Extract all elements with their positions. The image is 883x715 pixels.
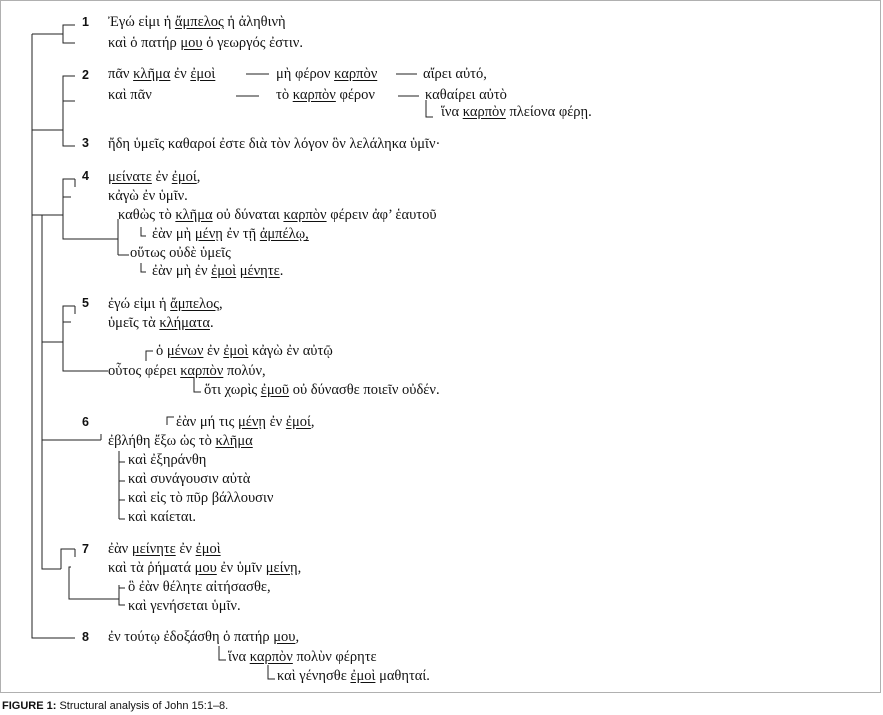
verse-line: [423, 65, 487, 83]
underlined-word: κλῆμα: [133, 66, 171, 82]
underlined-word: κλήματα: [159, 315, 210, 331]
text-segment: ἐν τῇ: [222, 226, 260, 242]
underlined-word: ἄμπελος: [170, 296, 219, 312]
verse-line: [108, 295, 223, 313]
underlined-word: μου: [180, 35, 203, 51]
text-segment: οὕτως οὐδὲ ὑμεῖς: [130, 245, 231, 261]
text-segment: καὶ πᾶν: [108, 87, 152, 103]
verse-line: [108, 432, 253, 450]
caption-text: Structural analysis of John 15:1–8.: [59, 700, 229, 712]
verse-line: [108, 187, 188, 205]
verse-line: [128, 470, 250, 488]
text-segment: ἐὰν μὴ: [152, 226, 195, 242]
verse-line: [128, 578, 271, 596]
figure-caption: [2, 700, 228, 712]
text-segment: ὃ ἐὰν θέλητε αἰτήσασθε,: [128, 579, 271, 595]
underlined-word: ἐμοῦ: [260, 382, 290, 398]
text-segment: ,: [196, 169, 201, 185]
caption-label: FIGURE 1:: [2, 700, 57, 712]
text-segment: καὶ γενήσεται ὑμῖν.: [128, 598, 241, 614]
verse-line: [176, 413, 315, 431]
text-segment: Ἐγώ εἰμι ἡ: [108, 14, 175, 30]
text-segment: κἀγὼ ἐν ὑμῖν.: [108, 188, 188, 204]
v5-branch: [63, 342, 108, 371]
text-segment: φέρειν ἀφ’ ἑαυτοῦ: [326, 207, 437, 223]
text-segment: ἐν: [151, 169, 172, 185]
text-segment: οὗτος φέρει: [108, 363, 181, 379]
underlined-word: καρπὸν: [462, 104, 506, 120]
underlined-word: ἐμοὶ: [211, 263, 237, 279]
text-segment: πολύν,: [223, 363, 266, 379]
v5-hook-1: [146, 351, 153, 361]
text-segment: ἤδη ὑμεῖς καθαροί ἐστε διὰ τὸν λόγον ὃν λελάληκα ὑμῖν·: [108, 136, 441, 152]
underlined-word: μένῃ: [237, 414, 266, 430]
text-segment: ἐν: [170, 66, 191, 82]
text-segment: ,: [295, 629, 300, 645]
verse-line: [128, 508, 196, 526]
text-segment: τὸ: [276, 87, 293, 103]
text-segment: ἵνα: [228, 649, 250, 665]
v5-bracket: [63, 306, 75, 342]
verse-line: [108, 168, 200, 186]
text-segment: καὶ ἐξηράνθη: [128, 452, 207, 468]
text-segment: πλείονα φέρῃ.: [505, 104, 592, 120]
verse-line: [425, 86, 507, 104]
text-segment: αἴρει αὐτό,: [423, 66, 487, 82]
verse-line: [108, 540, 221, 558]
text-segment: ,: [310, 414, 315, 430]
verse-number-1: 1: [82, 15, 89, 29]
verse-number-6: 6: [82, 415, 89, 429]
verse-line: [108, 559, 301, 577]
verse-line: [441, 103, 592, 121]
verse-line: [130, 244, 231, 262]
text-segment: ,: [297, 560, 302, 576]
v1-bracket: [63, 25, 75, 43]
v4-bracket-top: [63, 179, 75, 215]
text-segment: ἐν: [175, 541, 196, 557]
text-segment: ἐν ὑμῖν: [216, 560, 266, 576]
text-segment: καθὼς τὸ: [118, 207, 176, 223]
verse-line: [156, 342, 333, 360]
underlined-word: καρπὸν: [334, 66, 378, 82]
underlined-word: ἄμπελος: [174, 14, 224, 30]
verse-line: [108, 34, 303, 52]
underlined-word: ἐμοί: [171, 169, 197, 185]
text-segment: ὑμεῖς τὰ: [108, 315, 160, 331]
text-segment: ἐὰν: [108, 541, 132, 557]
verse-line: [152, 262, 283, 280]
verse-number-4: 4: [82, 169, 89, 183]
underlined-word: καρπὸν: [292, 87, 336, 103]
text-segment: ἐὰν μή τις: [176, 414, 238, 430]
text-segment: πολὺν φέρητε: [292, 649, 377, 665]
underlined-word: ἐμοὶ: [190, 66, 216, 82]
underlined-word: καρπὸν: [180, 363, 224, 379]
v2-bracket: [63, 76, 75, 146]
verse-line: [108, 65, 215, 83]
verse-line: [152, 225, 309, 243]
verse-number-5: 5: [82, 296, 89, 310]
text-segment: καὶ εἰς τὸ πῦρ βάλλουσιν: [128, 490, 274, 506]
underlined-word: κλῆμα: [175, 207, 213, 223]
verse-line: [108, 86, 152, 104]
text-segment: οὐ δύνασθε ποιεῖν οὐδέν.: [289, 382, 440, 398]
underlined-word: ἐμοὶ: [350, 668, 376, 684]
verse-line: [128, 597, 241, 615]
verse-line: [108, 135, 440, 153]
underlined-word: μείνῃ: [265, 560, 298, 576]
underlined-word: καρπὸν: [249, 649, 293, 665]
trunk-line: [32, 34, 75, 638]
v8-hook-2: [268, 665, 275, 679]
text-segment: ἐβλήθη ἔξω ὡς τὸ: [108, 433, 216, 449]
text-segment: καὶ ὁ πατήρ: [108, 35, 181, 51]
v8-hook-1: [219, 646, 226, 660]
text-segment: καθαίρει αὐτὸ: [425, 87, 507, 103]
text-segment: καὶ γένησθε: [277, 668, 351, 684]
underlined-word: καρπὸν: [283, 207, 327, 223]
verse-line: [204, 381, 440, 399]
text-segment: ἐν: [203, 343, 224, 359]
text-segment: .: [279, 263, 284, 279]
verse-line: [276, 86, 375, 104]
v6-bracket: [63, 434, 101, 440]
v5-hook-2: [194, 378, 201, 392]
text-segment: καὶ τὰ ῥήματά: [108, 560, 195, 576]
verse-number-7: 7: [82, 542, 89, 556]
text-segment: ἐγώ εἰμι ἡ: [108, 296, 171, 312]
text-segment: καὶ συνάγουσιν αὐτὰ: [128, 471, 251, 487]
text-segment: καὶ καίεται.: [128, 509, 197, 525]
underlined-word: μένων: [166, 343, 204, 359]
text-segment: μαθηταί.: [375, 668, 430, 684]
underlined-word: μένητε: [239, 263, 280, 279]
underlined-word: μείνητε: [131, 541, 176, 557]
underlined-word: ἐμοὶ: [223, 343, 249, 359]
v4-hook-1: [141, 227, 146, 236]
verse-line: [228, 648, 377, 666]
underlined-word: κλῆμα: [215, 433, 253, 449]
text-segment: ἵνα: [441, 104, 463, 120]
verse-line: [108, 314, 214, 332]
text-segment: κἀγὼ ἐν αὐτῷ: [248, 343, 333, 359]
text-segment: ἡ ἀληθινὴ: [223, 14, 286, 30]
verse-number-2: 2: [82, 68, 89, 82]
v6-hook-top: [167, 417, 174, 425]
verse-line: [128, 451, 206, 469]
text-segment: μὴ φέρον: [276, 66, 335, 82]
text-segment: ἐὰν μὴ ἐν: [152, 263, 212, 279]
v4-branch: [63, 215, 118, 239]
text-segment: ἐν: [265, 414, 286, 430]
verse-line: [108, 362, 266, 380]
underlined-word: ἐμοί: [285, 414, 311, 430]
verse-line: [118, 206, 437, 224]
text-segment: ὁ γεωργός ἐστιν.: [202, 35, 303, 51]
text-segment: .: [209, 315, 214, 331]
text-segment: πᾶν: [108, 66, 134, 82]
text-segment: ,: [218, 296, 223, 312]
underlined-word: μου: [194, 560, 217, 576]
text-segment: οὐ δύναται: [212, 207, 284, 223]
underlined-word: μου: [273, 629, 296, 645]
text-segment: φέρον: [335, 87, 375, 103]
v4-hook-3: [141, 263, 146, 272]
underlined-word: μείνατε: [108, 169, 152, 185]
text-segment: ἐν τούτῳ ἐδοξάσθη ὁ πατήρ: [108, 629, 274, 645]
verse-line: [128, 489, 273, 507]
secondary-trunk: [42, 215, 61, 569]
text-segment: ὅτι χωρὶς: [204, 382, 261, 398]
verse-line: [276, 65, 377, 83]
verse-number-8: 8: [82, 630, 89, 644]
verse-line: [108, 628, 299, 646]
verse-number-3: 3: [82, 136, 89, 150]
v7-bracket: [61, 549, 75, 569]
underlined-word: ἀμπέλῳ,: [259, 226, 309, 242]
underlined-word: ἐμοὶ: [195, 541, 221, 557]
verse-line: [277, 667, 430, 685]
text-segment: ὁ: [156, 343, 167, 359]
verse-line: [108, 13, 286, 31]
underlined-word: μένῃ: [194, 226, 223, 242]
